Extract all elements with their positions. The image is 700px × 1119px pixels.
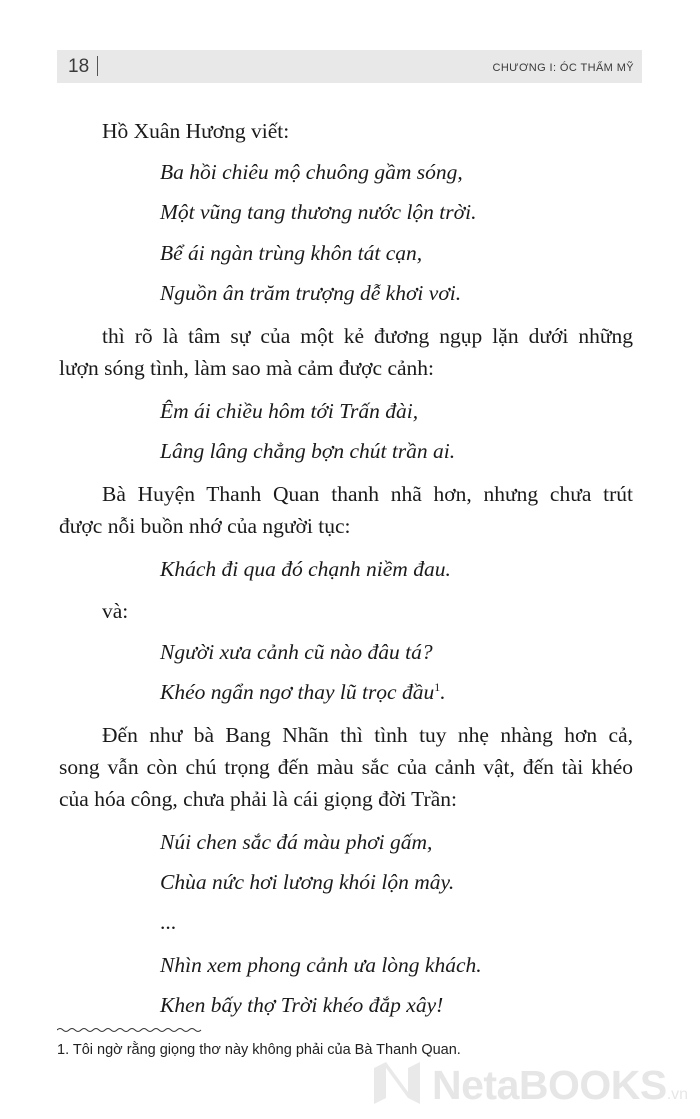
footnote-text: 1. Tôi ngờ rằng giọng thơ này không phải của Bà Thanh Quan. [57,1042,461,1058]
verse-line: Núi chen sắc đá màu phơi gấm, [160,830,433,854]
paragraph-line: của hóa công, chưa phải là cái giọng đời Trần: [59,787,457,811]
paragraph-line: Đến như bà Bang Nhãn thì tình tuy nhẹ nhàng hơn cả, [102,723,633,747]
verse-line: Một vũng tang thương nước lộn trời. [160,200,477,224]
verse-line: Lâng lâng chẳng bợn chút trần ai. [160,439,456,463]
footnote-separator [57,1027,203,1033]
netabooks-watermark [368,1056,698,1112]
header-divider [97,56,98,76]
paragraph-line: lượn sóng tình, làm sao mà cảm được cảnh: [59,356,435,380]
verse-line: Người xưa cảnh cũ nào đâu tá? [160,640,433,664]
ellipsis-line: ... [160,910,177,934]
chapter-title: CHƯƠNG I: ÓC THẨM MỸ [492,62,634,74]
paragraph-line: thì rõ là tâm sự của một kẻ đương ngụp lặn dưới những [102,324,633,348]
paragraph-line: Hồ Xuân Hương viết: [102,119,290,143]
netabooks-logo-icon [368,1058,426,1110]
watermark-brand-text: NetaBOOKS [432,1062,667,1108]
verse-text: Khéo ngẩn ngơ thay lũ trọc đầu [160,680,435,704]
verse-line: Bể ái ngàn trùng khôn tát cạn, [160,241,423,265]
paragraph-line: và: [102,599,129,623]
verse-line [160,679,446,704]
page-number: 18 [68,56,90,77]
paragraph-line: được nỗi buồn nhớ của người tục: [59,514,351,538]
verse-line: Khách đi qua đó chạnh niềm đau. [160,557,451,581]
verse-line: Chùa nức hơi lương khói lộn mây. [160,870,455,894]
verse-line: Ba hồi chiêu mộ chuông gầm sóng, [160,160,463,184]
paragraph-line: song vẫn còn chú trọng đến màu sắc của cảnh vật, đến tài khéo [59,755,633,779]
verse-punctuation: . [440,680,446,704]
verse-line: Êm ái chiều hôm tới Trấn đài, [160,399,419,423]
verse-line: Khen bấy thợ Trời khéo đắp xây! [160,993,444,1017]
verse-line: Nguồn ân trăm trượng dễ khơi vơi. [160,281,462,305]
watermark-suffix: .vn [666,1086,689,1103]
verse-line: Nhìn xem phong cảnh ưa lòng khách. [160,953,482,977]
paragraph-line: Bà Huyện Thanh Quan thanh nhã hơn, nhưng chưa trút [102,482,633,506]
watermark-brand [432,1062,688,1109]
footnote-reference: 1 [434,679,441,694]
